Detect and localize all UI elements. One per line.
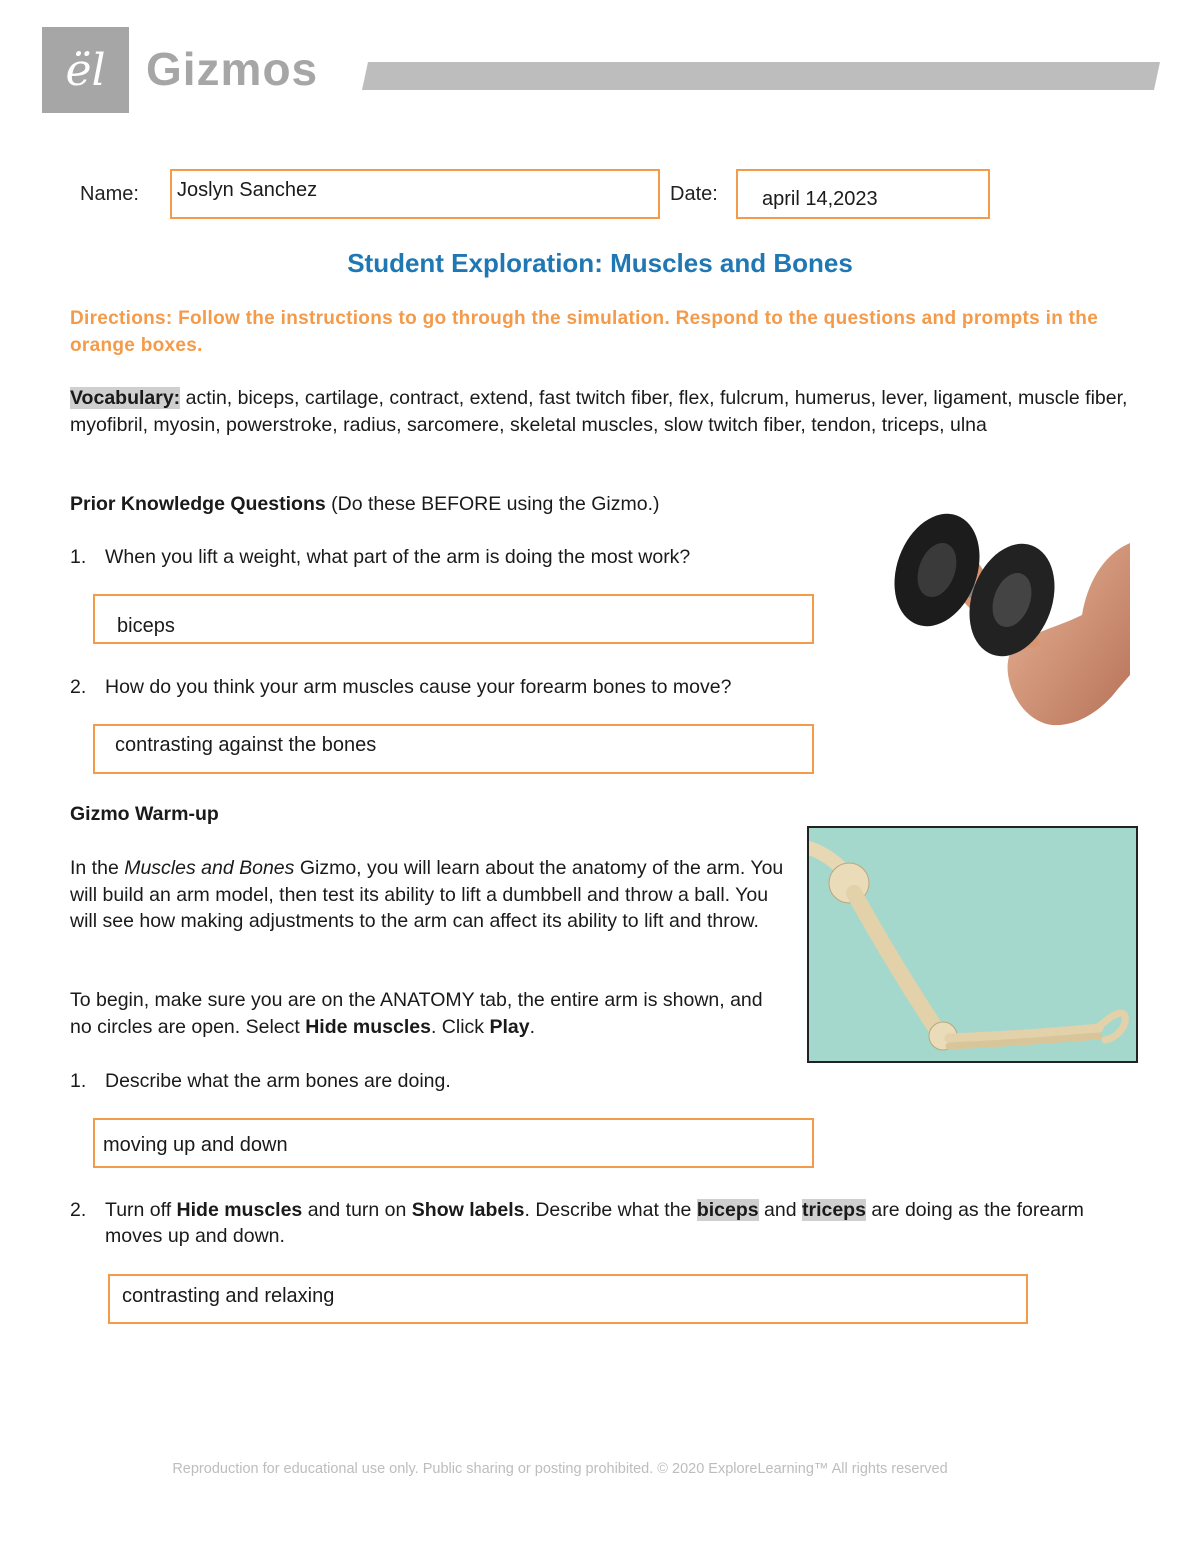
hide-muscles-term: Hide muscles (305, 1015, 431, 1038)
text-run: and turn on (302, 1199, 412, 1221)
prior-answer-1-box[interactable] (93, 594, 814, 644)
text-run: and (758, 1199, 802, 1221)
name-value: Joslyn Sanchez (177, 179, 318, 201)
warmup-question-1 (70, 1068, 770, 1094)
warmup-heading-text: Gizmo Warm-up (70, 803, 219, 825)
warmup-answer-2-box[interactable] (108, 1274, 1028, 1324)
footer-copyright: Reproduction for educational use only. Public sharing or posting prohibited. © 2020 ExploreLearning™ All rights reserved (172, 1461, 948, 1477)
skeleton-drawing (809, 828, 1135, 1060)
vocabulary-paragraph (70, 385, 1130, 438)
warmup-question-2 (70, 1197, 1130, 1251)
text-run: are doing as the forearm moves up and down. (105, 1199, 1084, 1247)
hide-muscles-term: Hide muscles (176, 1199, 303, 1221)
text-run: Gizmo, you will learn about the anatomy of the arm. You will build an arm model, then test its ability to lift a dumbbell and throw a ball. You will see how making adjustments to the arm can affect its ability to lift and throw. (70, 857, 784, 932)
text-run: . Describe what the (524, 1199, 697, 1221)
text-run: To begin, make sure you are on the ANATOMY tab, the entire arm is shown, and no circles are open. Select (70, 989, 763, 1038)
question-number: 1. (70, 546, 87, 568)
biceps-term: biceps (696, 1199, 759, 1221)
prior-knowledge-heading-line (70, 491, 660, 518)
question-text: Describe what the arm bones are doing. (105, 1070, 451, 1092)
prior-answer-1: biceps (117, 615, 175, 637)
triceps-term: triceps (801, 1199, 866, 1221)
warmup-paragraph-2 (70, 987, 770, 1040)
prior-question-1 (70, 544, 830, 570)
warmup-answer-1-box[interactable] (93, 1118, 814, 1168)
warmup-answer-1: moving up and down (103, 1134, 288, 1156)
text-run: . (529, 1015, 535, 1038)
vocabulary-label: Vocabulary: (70, 387, 181, 409)
humerus-bone (854, 893, 939, 1033)
question-number: 1. (70, 1070, 87, 1092)
page-title: Student Exploration: Muscles and Bones (347, 248, 853, 278)
explorelearning-logo (42, 27, 129, 113)
prior-answer-2-box[interactable] (93, 724, 814, 774)
show-labels-term: Show labels (411, 1199, 525, 1221)
warmup-heading (70, 801, 219, 828)
date-value: april 14,2023 (762, 188, 878, 210)
name-field[interactable] (170, 169, 660, 219)
gizmo-name: Muscles and Bones (124, 857, 295, 879)
text-run: In the (70, 857, 125, 879)
question-text (105, 1197, 1115, 1249)
prior-knowledge-heading: Prior Knowledge Questions (70, 493, 326, 515)
question-number: 2. (70, 676, 87, 698)
play-term: Play (489, 1015, 530, 1038)
brand-name: Gizmos (146, 43, 319, 95)
vocabulary-terms: actin, biceps, cartilage, contract, extend, fast twitch fiber, flex, fulcrum, humerus, lever, ligament, muscle fiber, myofibril, myosin, powerstroke, radius, sarcomere, skeletal muscles, slow twitch fiber, tendon, triceps, ulna (70, 387, 1128, 436)
arm-skeleton-illustration (807, 826, 1138, 1063)
logo-glyph: ël (65, 44, 106, 96)
text-run: Turn off (105, 1199, 177, 1221)
prior-question-2 (70, 674, 830, 700)
header-bar (362, 62, 1160, 90)
warmup-paragraph-1 (70, 855, 790, 935)
question-text: How do you think your arm muscles cause your forearm bones to move? (105, 676, 732, 698)
prior-knowledge-note: (Do these BEFORE using the Gizmo.) (325, 493, 660, 515)
warmup-answer-2: contrasting and relaxing (122, 1285, 335, 1307)
question-text: When you lift a weight, what part of the arm is doing the most work? (105, 546, 691, 568)
prior-answer-2: contrasting against the bones (115, 734, 377, 756)
question-number: 2. (70, 1199, 87, 1221)
date-label: Date: (670, 183, 718, 205)
arm-dumbbell-illustration (892, 505, 1132, 730)
name-label: Name: (80, 183, 139, 205)
text-run: . Click (430, 1015, 490, 1038)
directions-text: Directions: Follow the instructions to go through the simulation. Respond to the questions and prompts in the orange boxes. (70, 308, 1099, 356)
date-field[interactable] (736, 169, 990, 219)
